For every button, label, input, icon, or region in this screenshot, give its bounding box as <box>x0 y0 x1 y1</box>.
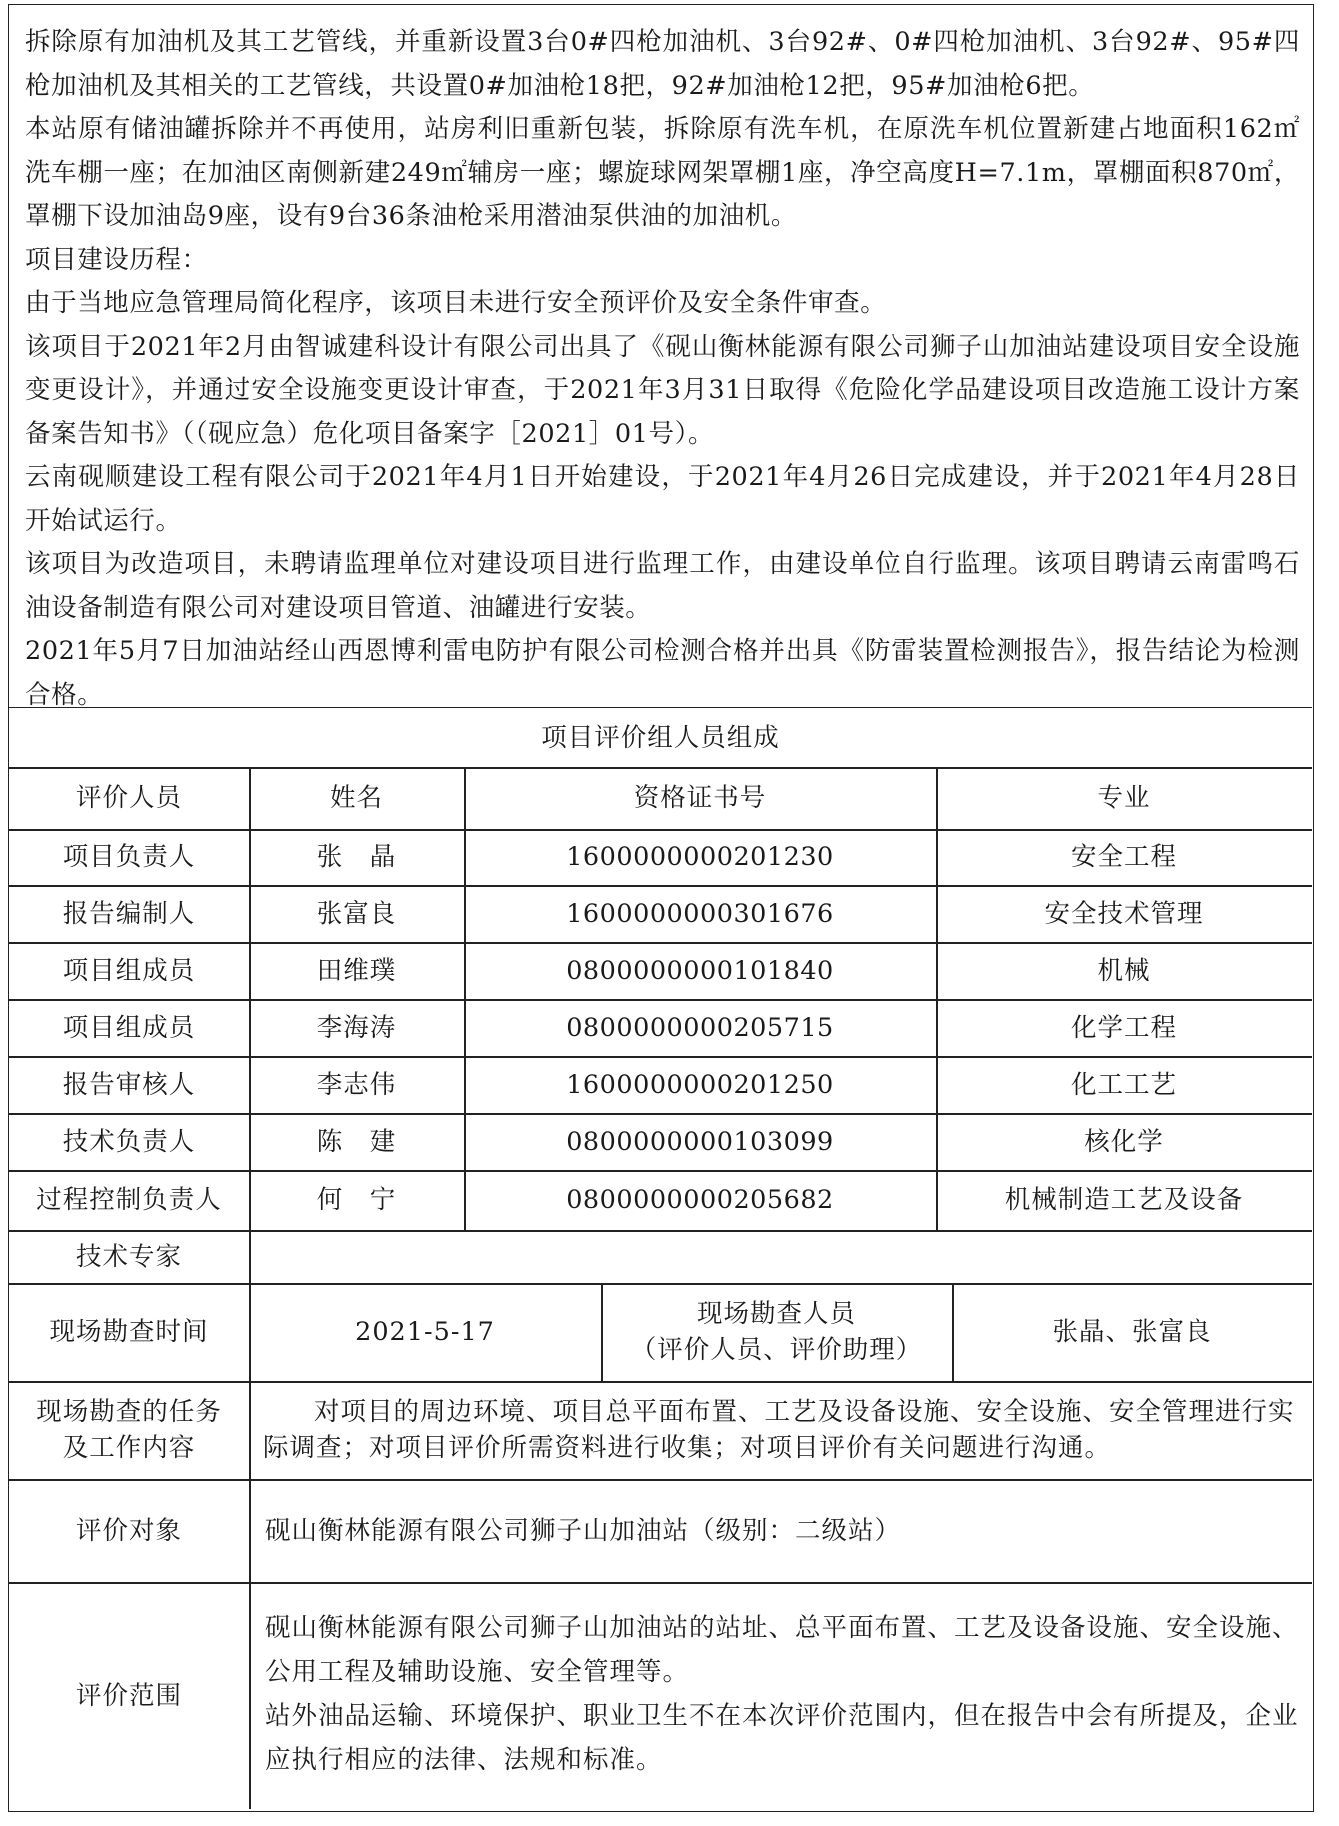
row-certificate: 0800000000101840 <box>566 955 834 986</box>
intro-paragraph: 本站原有储油罐拆除并不再使用，站房利旧重新包装，拆除原有洗车机，在原洗车机位置新建占地面积162㎡洗车棚一座；在加油区南侧新建249㎡辅房一座；螺旋球网架罩棚1座，净空高度H=7.1m，罩棚面积870㎡，罩棚下设加油岛9座，设有9台36条油枪采用潜油泵供油的加油机。 <box>25 114 1300 231</box>
row-name: 田维璞 <box>316 955 397 986</box>
row-role: 技术负责人 <box>62 1126 196 1157</box>
target-label: 评价对象 <box>75 1515 182 1546</box>
survey-time-label: 现场勘查时间 <box>49 1317 209 1347</box>
row-role: 过程控制负责人 <box>36 1185 222 1215</box>
target-value: 砚山衡林能源有限公司狮子山加油站（级别：二级站） <box>265 1515 902 1546</box>
row-specialty: 核化学 <box>1084 1126 1164 1157</box>
survey-people-label-line1: 现场勘查人员 <box>696 1299 856 1329</box>
row-name: 何 宁 <box>316 1185 397 1215</box>
survey-people-label <box>601 1283 952 1381</box>
row-name: 张富良 <box>316 898 397 929</box>
scope-line: 站外油品运输、环境保护、职业卫生不在本次评价范围内，但在报告中会有所提及，企业应执行相应的法律、法规和标准。 <box>265 1701 1299 1775</box>
scope-line: 砚山衡林能源有限公司狮子山加油站的站址、总平面布置、工艺及设备设施、安全设施、公用工程及辅助设施、安全管理等。 <box>265 1613 1299 1687</box>
header-specialty: 专业 <box>1097 783 1151 813</box>
row-name: 陈 建 <box>316 1126 397 1157</box>
scope-value <box>249 1582 1312 1809</box>
survey-task-label: 现场勘查的任务及工作内容 <box>36 1397 222 1463</box>
row-specialty: 安全工程 <box>1070 842 1177 872</box>
intro-paragraph: 2021年5月7日加油站经山西恩博利雷电防护有限公司检测合格并出具《防雷装置检测报告》，报告结论为检测合格。 <box>25 636 1300 710</box>
intro-paragraph: 该项目为改造项目，未聘请监理单位对建设项目进行监理工作，由建设单位自行监理。该项目聘请云南雷鸣石油设备制造有限公司对建设项目管道、油罐进行安装。 <box>25 549 1300 623</box>
row-name: 李海涛 <box>316 1012 397 1043</box>
expert-value <box>249 1230 1312 1283</box>
row-role: 项目组成员 <box>62 955 196 986</box>
row-certificate: 0800000000103099 <box>566 1126 834 1157</box>
row-certificate: 0800000000205682 <box>566 1185 834 1215</box>
header-role: 评价人员 <box>75 783 182 813</box>
intro-paragraph: 该项目于2021年2月由智诚建科设计有限公司出具了《砚山衡林能源有限公司狮子山加油站建设项目安全设施变更设计》，并通过安全设施变更设计审查，于2021年3月31日取得《危险化学品建设项目改造施工设计方案备案告知书》（（砚应急）危化项目备案字［2021］01号）。 <box>25 331 1300 449</box>
header-certificate: 资格证书号 <box>633 783 767 813</box>
header-name: 姓名 <box>329 783 383 813</box>
row-name: 张 晶 <box>316 842 397 872</box>
intro-heading: 项目建设历程： <box>25 244 208 275</box>
row-specialty: 化工工艺 <box>1070 1069 1177 1100</box>
row-certificate: 0800000000205715 <box>566 1012 834 1043</box>
survey-people-label-line2: （评价人员、评价助理） <box>630 1335 923 1365</box>
scope-label: 评价范围 <box>75 1680 182 1711</box>
survey-time-value: 2021-5-17 <box>355 1317 495 1347</box>
intro-paragraph: 云南砚顺建设工程有限公司于2021年4月1日开始建设，于2021年4月26日完成建设，并于2021年4月28日开始试运行。 <box>25 462 1300 536</box>
document-page <box>8 4 1314 1812</box>
row-specialty: 机械制造工艺及设备 <box>1004 1185 1244 1215</box>
row-specialty: 机械 <box>1097 955 1151 986</box>
expert-label: 技术专家 <box>75 1241 182 1272</box>
row-certificate: 1600000000301676 <box>566 898 834 929</box>
intro-paragraph: 拆除原有加油机及其工艺管线，并重新设置3台0#四枪加油机、3台92#、0#四枪加油机、3台92#、95#四枪加油机及其相关的工艺管线，共设置0#加油枪18把，92#加油枪12把，95#加油枪6把。 <box>25 27 1300 101</box>
intro-paragraph: 由于当地应急管理局简化程序，该项目未进行安全预评价及安全条件审查。 <box>25 288 887 318</box>
row-role: 报告编制人 <box>62 898 196 929</box>
survey-people-value: 张晶、张富良 <box>1052 1317 1212 1347</box>
row-certificate: 1600000000201250 <box>566 1069 834 1100</box>
row-certificate: 1600000000201230 <box>566 842 834 872</box>
row-specialty: 安全技术管理 <box>1044 898 1204 929</box>
survey-task-value: 对项目的周边环境、项目总平面布置、工艺及设备设施、安全设施、安全管理进行实际调查；对项目评价所需资料进行收集；对项目评价有关问题进行沟通。 <box>263 1397 1295 1463</box>
table-title: 项目评价组人员组成 <box>541 722 780 753</box>
row-specialty: 化学工程 <box>1070 1012 1177 1043</box>
row-name: 李志伟 <box>316 1069 397 1100</box>
row-role: 项目负责人 <box>62 842 196 872</box>
row-role: 报告审核人 <box>62 1069 196 1100</box>
evaluation-team-table <box>9 5 1312 1809</box>
row-role: 项目组成员 <box>62 1012 196 1043</box>
